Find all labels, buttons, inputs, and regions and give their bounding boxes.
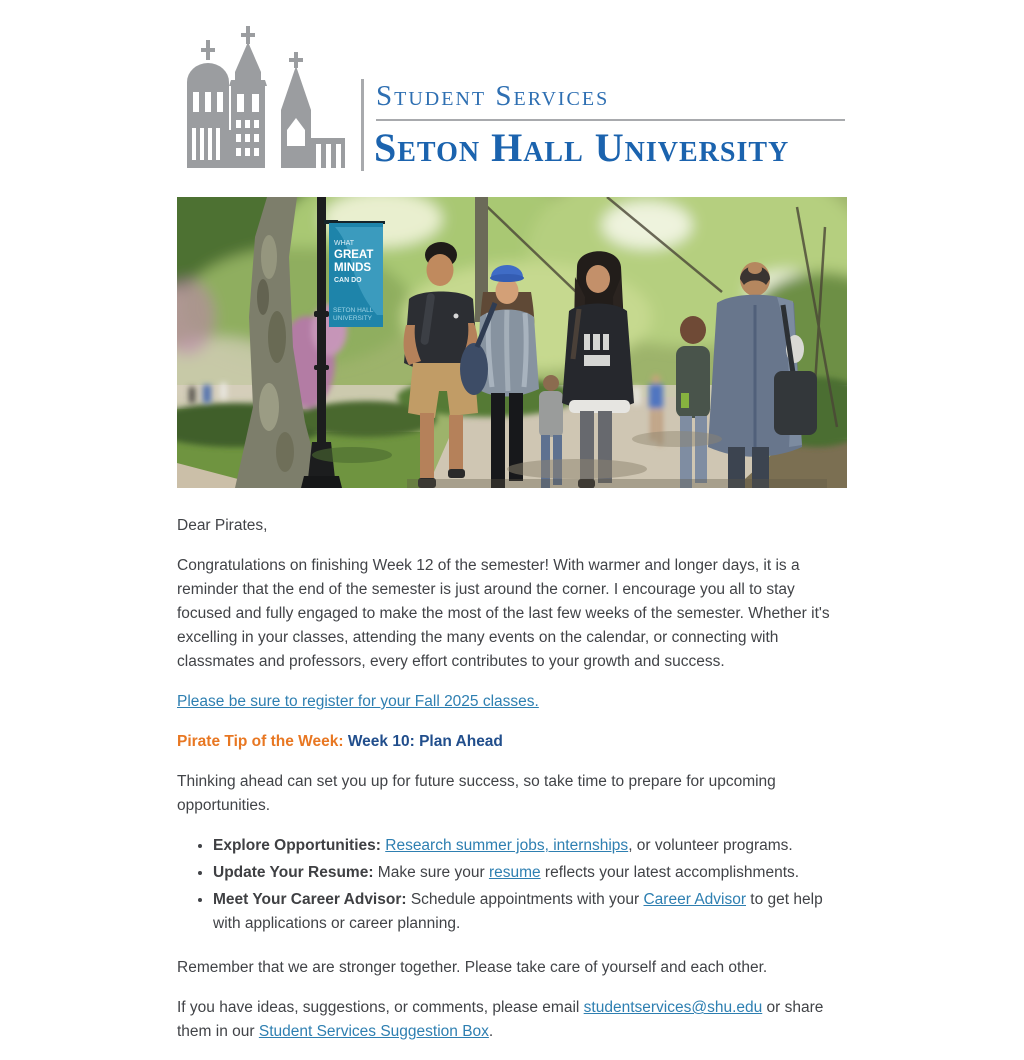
list-item-explore bbox=[213, 834, 847, 858]
banner-line-1: WHAT bbox=[334, 240, 355, 247]
logo-divider bbox=[361, 79, 364, 171]
greeting bbox=[177, 514, 847, 538]
campus-silhouette-icon bbox=[179, 26, 345, 168]
bullet-text: , or volunteer programs. bbox=[628, 837, 793, 854]
campus-banner bbox=[327, 221, 385, 327]
intro-paragraph bbox=[177, 554, 847, 674]
suggestion-box-link[interactable]: Student Services Suggestion Box bbox=[258, 1023, 489, 1040]
tips-list bbox=[177, 834, 847, 936]
email-body bbox=[177, 0, 847, 1060]
feedback-text: If you have ideas, suggestions, or comments, please email bbox=[177, 999, 584, 1016]
logo-dept-title: Student Services bbox=[376, 80, 610, 112]
pirate-tip-title: Week 10: Plan Ahead bbox=[343, 733, 503, 750]
email-content bbox=[177, 488, 847, 1044]
banner-line-3: MINDS bbox=[334, 262, 372, 274]
logo-university-title: Seton Hall University bbox=[374, 125, 790, 170]
banner-line-4: CAN DO bbox=[334, 277, 362, 284]
bullet-label: Explore Opportunities: bbox=[213, 837, 381, 854]
bullet-text: Make sure your bbox=[373, 864, 489, 881]
feedback-text: or share them in our bbox=[177, 999, 824, 1040]
tip-intro-text: Thinking ahead can set you up for future success, so take time to prepare for upcoming opportunities. bbox=[177, 773, 776, 814]
bullet-text: to get help with applications or career planning. bbox=[213, 891, 823, 932]
banner-line-2: GREAT bbox=[334, 249, 374, 261]
greeting-text: Dear Pirates, bbox=[177, 517, 268, 534]
banner-footer-1: SETON HALL bbox=[333, 307, 374, 314]
university-logo bbox=[177, 0, 847, 197]
stronger-together-text: Remember that we are stronger together. Please take care of yourself and each other. bbox=[177, 959, 768, 976]
bullet-label: Meet Your Career Advisor: bbox=[213, 891, 407, 908]
stronger-together-paragraph bbox=[177, 956, 847, 980]
campus-photo bbox=[177, 197, 847, 488]
register-link[interactable]: Please be sure to register for your Fall 2025 classes. bbox=[177, 693, 539, 710]
resume-link[interactable]: resume bbox=[488, 864, 541, 881]
register-paragraph bbox=[177, 690, 847, 714]
list-item-resume bbox=[213, 861, 847, 885]
bullet-text: Schedule appointments with your bbox=[406, 891, 644, 908]
pirate-tip-heading bbox=[177, 730, 847, 754]
tip-intro-paragraph bbox=[177, 770, 847, 818]
jobs-internships-link[interactable]: Research summer jobs, internships bbox=[385, 837, 629, 854]
logo-rule bbox=[376, 119, 845, 121]
bullet-text: reflects your latest accomplishments. bbox=[540, 864, 800, 881]
career-advisor-link[interactable]: Career Advisor bbox=[643, 891, 746, 908]
intro-text: Congratulations on finishing Week 12 of the semester! With warmer and longer days, it is a reminder that the end of the semester is just around the corner. I encourage you all to stay focused and fully engaged to make the most of the last few weeks of the semester. Whether it's excelling in your classes, attending the many events on the calendar, or connecting with classmates and professors, every effort contributes to your growth and success. bbox=[177, 557, 830, 670]
bullet-label: Update Your Resume: bbox=[213, 864, 374, 881]
list-item-advisor bbox=[213, 888, 847, 936]
email-link[interactable]: studentservices@shu.edu bbox=[583, 999, 763, 1016]
feedback-paragraph bbox=[177, 996, 847, 1044]
feedback-text: . bbox=[488, 1023, 494, 1040]
banner-footer-2: UNIVERSITY bbox=[333, 315, 373, 322]
pirate-tip-label: Pirate Tip of the Week: bbox=[177, 733, 344, 750]
